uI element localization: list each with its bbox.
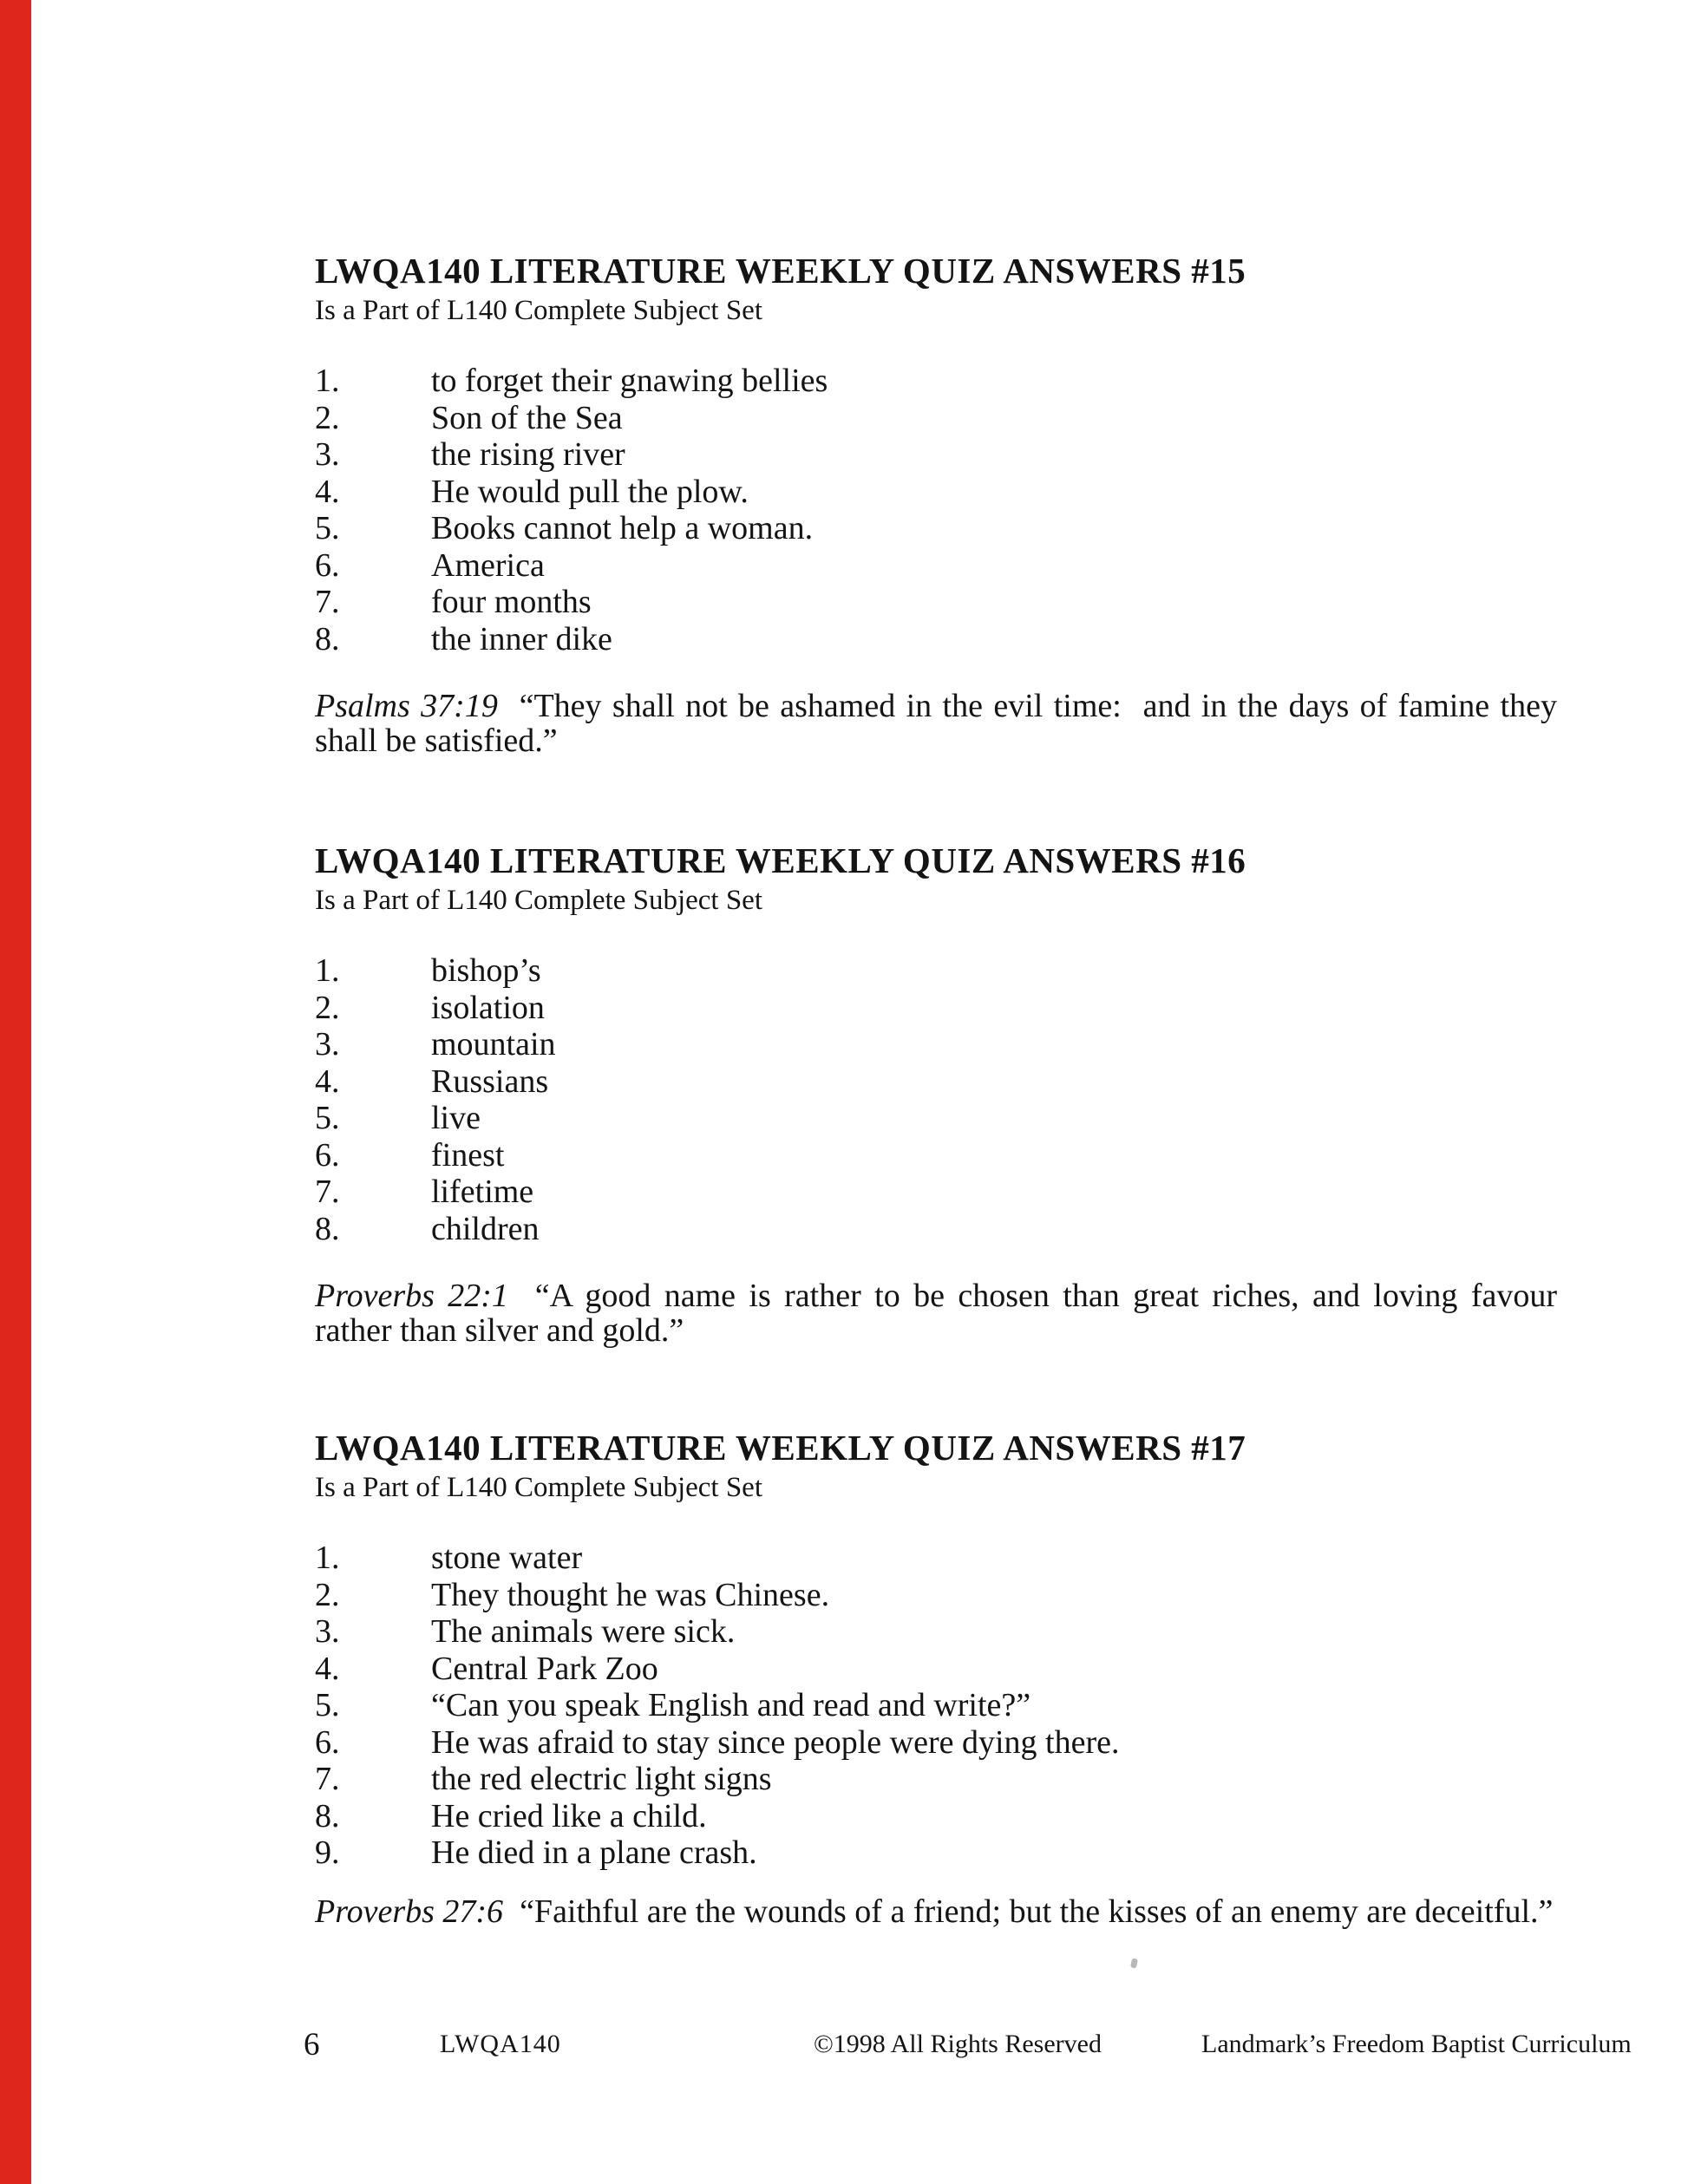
answer-item xyxy=(315,952,1557,990)
answer-number: 6. xyxy=(315,1136,340,1174)
answer-text: “Can you speak English and read and write?” xyxy=(431,1687,1031,1723)
scripture-quote xyxy=(315,688,1566,759)
answer-item xyxy=(315,990,1557,1027)
answer-item xyxy=(315,1724,1557,1762)
answer-text: isolation xyxy=(431,989,545,1026)
answer-item xyxy=(315,1540,1557,1577)
answer-item xyxy=(315,1063,1557,1101)
answer-number: 6. xyxy=(315,546,340,584)
answer-text: live xyxy=(431,1100,481,1136)
scripture-quote xyxy=(315,1278,1566,1349)
answer-item xyxy=(315,1613,1557,1651)
answer-number: 4. xyxy=(315,473,340,510)
answer-number: 8. xyxy=(315,1797,340,1834)
answer-item xyxy=(315,547,1557,585)
answer-number: 2. xyxy=(315,989,340,1026)
answer-text: stone water xyxy=(431,1540,583,1576)
quiz-section-16 xyxy=(315,840,1566,1349)
answer-number: 8. xyxy=(315,620,340,657)
answer-item xyxy=(315,1211,1557,1248)
answer-text: He was afraid to stay since people were dying there. xyxy=(431,1723,1120,1761)
answer-number: 2. xyxy=(315,1576,340,1613)
verse-reference: Psalms 37:19 xyxy=(315,688,498,724)
answer-item xyxy=(315,1761,1557,1798)
verse-reference: Proverbs 27:6 xyxy=(315,1893,504,1930)
quiz-section-17 xyxy=(315,1429,1557,1929)
answer-item xyxy=(315,363,1557,400)
footer-copyright: ©1998 All Rights Reserved xyxy=(814,2030,1102,2058)
answer-item xyxy=(315,436,1557,474)
answer-number: 4. xyxy=(315,1650,340,1687)
answer-text: lifetime xyxy=(431,1174,534,1210)
section-subtitle: Is a Part of L140 Complete Subject Set xyxy=(315,1472,762,1503)
answer-item xyxy=(315,1174,1557,1211)
answer-item xyxy=(315,1577,1557,1614)
answer-item xyxy=(315,1834,1557,1872)
verse-text: “They shall not be ashamed in the evil time: and in the days of famine they shall be satisfied.” xyxy=(315,688,1566,759)
answer-text: the inner dike xyxy=(431,620,612,657)
scan-edge-red-stripe xyxy=(0,0,31,2184)
verse-reference: Proverbs 22:1 xyxy=(315,1278,508,1314)
answer-item xyxy=(315,1137,1557,1174)
answer-number: 9. xyxy=(315,1834,340,1871)
answer-text: Central Park Zoo xyxy=(431,1650,658,1687)
answer-number: 1. xyxy=(315,952,340,989)
answer-text: mountain xyxy=(431,1026,556,1063)
answer-text: bishop’s xyxy=(431,952,541,989)
page-number: 6 xyxy=(304,2027,320,2063)
answer-text: They thought he was Chinese. xyxy=(431,1576,830,1613)
section-title: LWQA140 LITERATURE WEEKLY QUIZ ANSWERS #17 xyxy=(315,1428,1246,1468)
footer-course-code: LWQA140 xyxy=(440,2030,561,2058)
answer-number: 4. xyxy=(315,1063,340,1100)
answer-text: The animals were sick. xyxy=(431,1613,736,1650)
answer-number: 3. xyxy=(315,1026,340,1063)
section-subtitle: Is a Part of L140 Complete Subject Set xyxy=(315,885,762,916)
answer-item xyxy=(315,474,1557,511)
answer-number: 5. xyxy=(315,510,340,546)
answer-item xyxy=(315,584,1557,621)
answer-item xyxy=(315,400,1557,437)
answer-text: He cried like a child. xyxy=(431,1797,707,1834)
answer-number: 1. xyxy=(315,363,340,399)
answer-text: America xyxy=(431,546,545,584)
verse-text: “A good name is rather to be chosen than great riches, and loving favour rather than silver and gold.” xyxy=(315,1278,1566,1349)
answer-item xyxy=(315,1100,1557,1137)
answer-number: 5. xyxy=(315,1100,340,1136)
answer-item xyxy=(315,510,1557,547)
answer-item xyxy=(315,621,1557,658)
answer-number: 8. xyxy=(315,1210,340,1247)
answer-number: 7. xyxy=(315,1761,340,1797)
answer-item xyxy=(315,1687,1557,1724)
answer-text: finest xyxy=(431,1136,505,1174)
answer-item xyxy=(315,1026,1557,1063)
answer-list xyxy=(315,363,1557,657)
answer-text: the rising river xyxy=(431,436,625,473)
answer-text: Russians xyxy=(431,1063,549,1100)
answer-text: the red electric light signs xyxy=(431,1761,772,1797)
answer-number: 1. xyxy=(315,1540,340,1576)
section-title: LWQA140 LITERATURE WEEKLY QUIZ ANSWERS #15 xyxy=(315,251,1246,291)
answer-number: 2. xyxy=(315,399,340,436)
answer-number: 3. xyxy=(315,1613,340,1650)
answer-number: 7. xyxy=(315,584,340,620)
answer-number: 3. xyxy=(315,436,340,473)
answer-number: 6. xyxy=(315,1723,340,1761)
answer-text: four months xyxy=(431,584,592,620)
answer-item xyxy=(315,1651,1557,1688)
scripture-quote xyxy=(315,1894,1557,1929)
verse-text: “Faithful are the wounds of a friend; but the kisses of an enemy are deceitful.” xyxy=(503,1893,1554,1930)
answer-list xyxy=(315,1540,1557,1872)
quiz-section-15 xyxy=(315,251,1566,759)
section-title: LWQA140 LITERATURE WEEKLY QUIZ ANSWERS #16 xyxy=(315,840,1246,880)
answer-number: 5. xyxy=(315,1687,340,1723)
answer-text: Books cannot help a woman. xyxy=(431,510,814,546)
answer-text: He died in a plane crash. xyxy=(431,1834,757,1871)
answer-text: Son of the Sea xyxy=(431,399,623,436)
answer-text: He would pull the plow. xyxy=(431,473,749,510)
scan-artifact-mark xyxy=(1130,1958,1138,1968)
answer-list xyxy=(315,952,1557,1247)
answer-item xyxy=(315,1798,1557,1835)
answer-number: 7. xyxy=(315,1174,340,1210)
answer-text: children xyxy=(431,1210,540,1247)
footer-curriculum-name: Landmark’s Freedom Baptist Curriculum xyxy=(1201,2030,1632,2058)
answer-text: to forget their gnawing bellies xyxy=(431,363,828,399)
section-subtitle: Is a Part of L140 Complete Subject Set xyxy=(315,295,762,326)
